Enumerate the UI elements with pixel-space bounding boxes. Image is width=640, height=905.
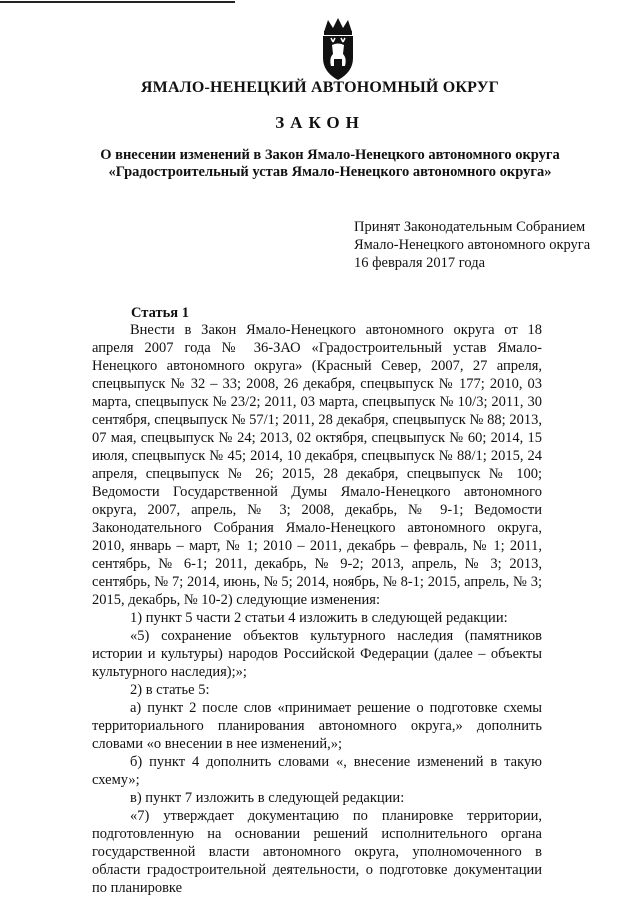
law-subject-line-1: О внесении изменений в Закон Ямало-Ненецкого автономного округа bbox=[100, 147, 560, 163]
article-paragraph: б) пункт 4 дополнить словами «, внесение изменений в такую схему»; bbox=[92, 754, 542, 788]
adoption-note bbox=[354, 218, 590, 272]
scan-edge-line bbox=[0, 1, 235, 3]
article-paragraph: а) пункт 2 после слов «принимает решение о подготовке схемы территориального планирования автономного округа,» дополнить словами «о внесении в нее изменений,»; bbox=[92, 700, 542, 752]
article-title: Статья 1 bbox=[131, 305, 189, 321]
law-title: ЗАКОН bbox=[275, 113, 365, 132]
article-paragraph: в) пункт 7 изложить в следующей редакции: bbox=[130, 790, 405, 806]
article-paragraph: 1) пункт 5 части 2 статьи 4 изложить в следующей редакции: bbox=[130, 610, 508, 626]
coat-of-arms-icon bbox=[303, 14, 373, 84]
article-paragraph: 2) в статье 5: bbox=[130, 682, 210, 698]
adoption-note-line-2: Ямало-Ненецкого автономного округа bbox=[354, 237, 591, 253]
article-paragraph: «5) сохранение объектов культурного наследия (памятников истории и культуры) народов Российской Федерации (далее – объекты культурного наследия);»; bbox=[92, 628, 542, 680]
law-subject-line-2: «Градостроительный устав Ямало-Ненецкого автономного округа» bbox=[108, 164, 552, 180]
region-title: ЯМАЛО-НЕНЕЦКИЙ АВТОНОМНЫЙ ОКРУГ bbox=[140, 79, 500, 96]
adoption-date: 16 февраля 2017 года bbox=[354, 255, 486, 271]
law-subject bbox=[96, 147, 564, 181]
article-body bbox=[92, 321, 542, 897]
adoption-note-line-1: Принят Законодательным Собранием bbox=[354, 219, 586, 235]
article-paragraph: «7) утверждает документацию по планировке территории, подготовленную на основании решений исполнительного органа государственной власти автономного округа, уполномоченного в области градостроительной деятельности, о подготовке документации по планировке bbox=[92, 808, 542, 896]
article-paragraph: Внести в Закон Ямало-Ненецкого автономного округа от 18 апреля 2007 года № 36-ЗАО «Градостроительный устав Ямало-Ненецкого автономного округа» (Красный Север, 2007, 27 апреля, спецвыпуск № 32 – 33; 2008, 26 декабря, спецвыпуск № 177; 2010, 03 марта, спецвыпуск № 23/2; 2011, 03 марта, спецвыпуск № 10/3; 2011, 30 сентября, спецвыпуск № 57/1; 2011, 28 декабря, спецвыпуск № 88; 2013, 07 мая, спецвыпуск № 24; 2013, 02 октября, спецвыпуск № 60; 2014, 15 июля, спецвыпуск № 45; 2014, 10 декабря, спецвыпуск № 88/1; 2015, 24 апреля, спецвыпуск № 26; 2015, 28 декабря, спецвыпуск № 100; Ведомости Государственной Думы Ямало-Ненецкого автономного округа, 2007, апрель, № 3; 2008, декабрь, № 9-1; Ведомости Законодательного Собрания Ямало-Ненецкого автономного округа, 2010, январь – март, № 1; 2010 – 2011, декабрь – февраль, № 1; 2011, сентябрь, № 6-1; 2011, декабрь, № 9-2; 2013, апрель, № 3; 2013, сентябрь, № 7; 2014, июнь, № 5; 2014, ноябрь, № 8-1; 2015, апрель, № 3; 2015, декабрь, № 10-2) следующие изменения: bbox=[92, 322, 542, 608]
